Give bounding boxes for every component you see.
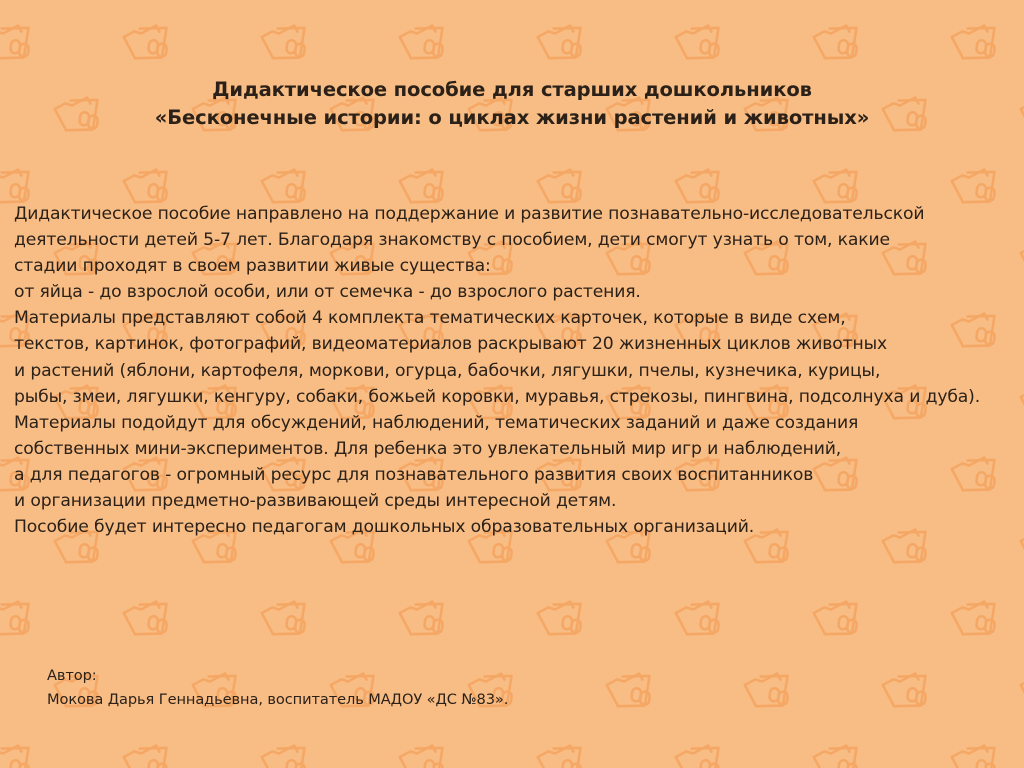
author-label: Автор: bbox=[47, 667, 97, 684]
description-line: текстов, картинок, фотографий, видеоматериалов раскрывают 20 жизненных циклов животных bbox=[14, 334, 888, 355]
page-title bbox=[0, 76, 1024, 132]
description-line: Дидактическое пособие направлено на поддержание и развитие познавательно-исследовательской bbox=[14, 204, 925, 224]
author-name: Мокова Дарья Геннадьевна, воспитатель МАДОУ «ДС №83». bbox=[47, 690, 509, 708]
title-line-1: Дидактическое пособие для старших дошкольников bbox=[212, 78, 812, 101]
description-line: Пособие будет интересно педагогам дошкольных образовательных организаций. bbox=[14, 517, 755, 538]
description-line: от яйца - до взрослой особи, или от семечка - до взрослого растения. bbox=[14, 282, 641, 303]
description-line: Материалы подойдут для обсуждений, наблюдений, тематических заданий и даже создания bbox=[14, 412, 859, 433]
description-line: и организации предметно-развивающей среды интересной детям. bbox=[14, 491, 617, 512]
description-line: Материалы представляют собой 4 комплекта тематических карточек, которые в виде схем, bbox=[14, 308, 846, 329]
description-line: стадии проходят в своем развитии живые существа: bbox=[14, 256, 491, 277]
description-line: деятельности детей 5-7 лет. Благодаря знакомству с пособием, дети смогут узнать о том, какие bbox=[14, 230, 890, 251]
description-line: и растений (яблони, картофеля, моркови, огурца, бабочки, лягушки, пчелы, кузнечика, курицы, bbox=[14, 360, 881, 381]
description-line: а для педагогов - огромный ресурс для познавательного развития своих воспитанников bbox=[14, 464, 814, 485]
description bbox=[14, 201, 1019, 540]
description-line: рыбы, змеи, лягушки, кенгуру, собаки, божьей коровки, муравья, стрекозы, пингвина, подсолнуха и дуба). bbox=[14, 386, 981, 407]
title-line-2: «Бесконечные истории: о циклах жизни растений и животных» bbox=[154, 106, 870, 129]
author-block bbox=[47, 664, 508, 711]
description-line: собственных мини-экспериментов. Для ребенка это увлекательный мир игр и наблюдений, bbox=[14, 438, 842, 459]
